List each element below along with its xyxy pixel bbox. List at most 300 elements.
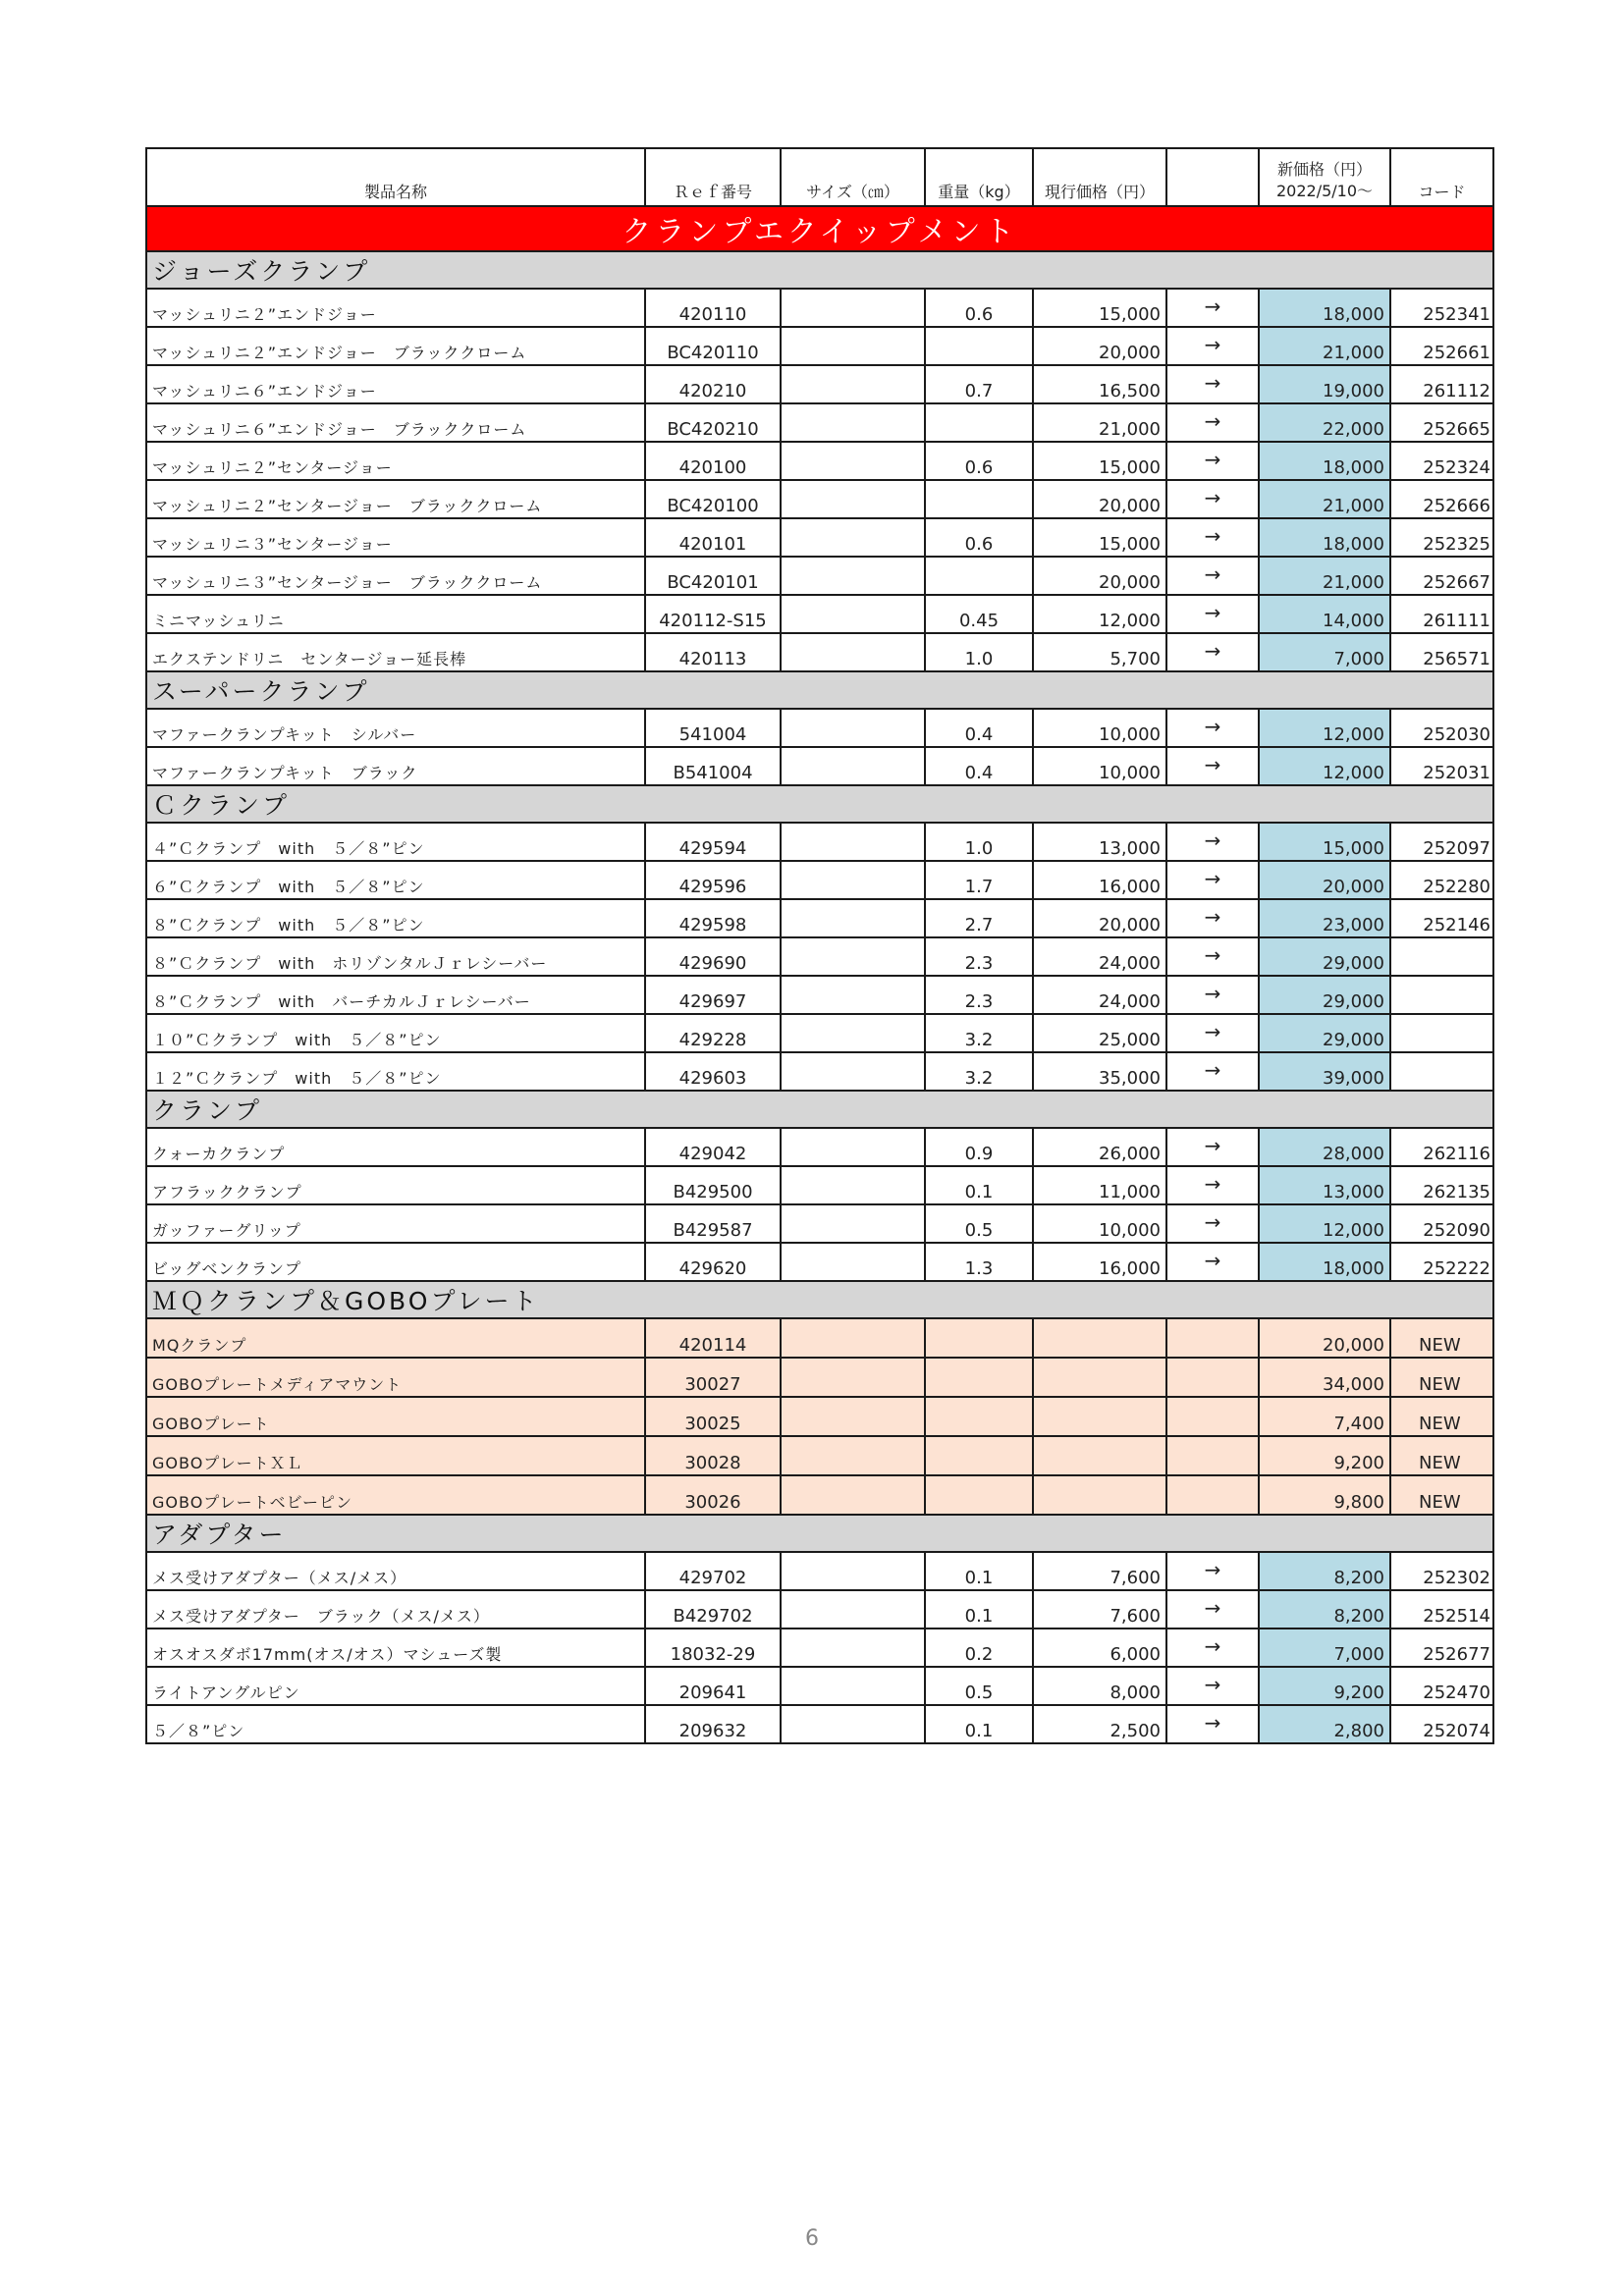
cell-current: 7,600: [1033, 1552, 1166, 1590]
cell-current: 24,000: [1033, 976, 1166, 1014]
cell-new: 9,800: [1259, 1475, 1390, 1515]
cell-current: [1033, 1318, 1166, 1358]
cell-ref: 429042: [645, 1128, 781, 1166]
table-row: [146, 1552, 1493, 1590]
header-name: 製品名称: [146, 148, 645, 206]
section-title: Ｃクランプ: [146, 785, 1493, 823]
cell-code: 252146: [1390, 899, 1493, 937]
banner-title: クランプエクイップメント: [146, 206, 1493, 251]
cell-current: 10,000: [1033, 1204, 1166, 1243]
cell-size: [781, 1318, 925, 1358]
cell-ref: BC420100: [645, 480, 781, 518]
cell-size: [781, 861, 925, 899]
cell-name: ６”Ｃクランプ with ５／８”ピン: [146, 861, 645, 899]
cell-new: 12,000: [1259, 747, 1390, 785]
table-row: [146, 1436, 1493, 1475]
cell-arrow: →: [1166, 861, 1259, 899]
cell-code: 252341: [1390, 289, 1493, 327]
cell-ref: 429594: [645, 823, 781, 861]
cell-name: マッシュリニ２”センタージョー ブラッククローム: [146, 480, 645, 518]
cell-code: 252666: [1390, 480, 1493, 518]
cell-ref: B429702: [645, 1590, 781, 1629]
table-row: [146, 1318, 1493, 1358]
header-new-price-date: 2022/5/10～: [1275, 182, 1374, 200]
cell-arrow: →: [1166, 976, 1259, 1014]
cell-size: [781, 1014, 925, 1052]
cell-name: ４”Ｃクランプ with ５／８”ピン: [146, 823, 645, 861]
cell-arrow: →: [1166, 1204, 1259, 1243]
table-row: [146, 1667, 1493, 1705]
cell-new: 7,000: [1259, 633, 1390, 671]
cell-current: 20,000: [1033, 480, 1166, 518]
cell-name: GOBOプレートベビーピン: [146, 1475, 645, 1515]
cell-size: [781, 595, 925, 633]
cell-ref: 420210: [645, 365, 781, 403]
cell-current: 15,000: [1033, 289, 1166, 327]
cell-current: 16,000: [1033, 861, 1166, 899]
cell-ref: 429620: [645, 1243, 781, 1281]
cell-new: 18,000: [1259, 289, 1390, 327]
cell-current: 5,700: [1033, 633, 1166, 671]
cell-current: [1033, 1436, 1166, 1475]
cell-weight: 3.2: [925, 1052, 1033, 1091]
cell-name: GOBOプレートＸＬ: [146, 1436, 645, 1475]
cell-name: オスオスダボ17mm(オス/オス）マシューズ製: [146, 1629, 645, 1667]
cell-current: 20,000: [1033, 899, 1166, 937]
cell-new: 29,000: [1259, 976, 1390, 1014]
cell-code: [1390, 1014, 1493, 1052]
cell-size: [781, 709, 925, 747]
cell-ref: 429598: [645, 899, 781, 937]
cell-arrow: →: [1166, 1128, 1259, 1166]
cell-arrow: [1166, 1397, 1259, 1436]
cell-current: 21,000: [1033, 403, 1166, 442]
header-ref: Ｒｅｆ番号: [645, 148, 781, 206]
cell-current: 15,000: [1033, 518, 1166, 557]
cell-size: [781, 557, 925, 595]
cell-arrow: →: [1166, 1667, 1259, 1705]
cell-code: [1390, 976, 1493, 1014]
cell-new: 29,000: [1259, 937, 1390, 976]
table-row: [146, 861, 1493, 899]
table-row: [146, 899, 1493, 937]
cell-size: [781, 1629, 925, 1667]
cell-code: NEW: [1390, 1475, 1493, 1515]
cell-name: ミニマッシュリニ: [146, 595, 645, 633]
cell-size: [781, 365, 925, 403]
cell-name: １２”Ｃクランプ with ５／８”ピン: [146, 1052, 645, 1091]
cell-ref: 429603: [645, 1052, 781, 1091]
table-row: [146, 823, 1493, 861]
cell-arrow: →: [1166, 365, 1259, 403]
cell-ref: 420114: [645, 1318, 781, 1358]
cell-weight: [925, 557, 1033, 595]
cell-current: 26,000: [1033, 1128, 1166, 1166]
cell-weight: 0.2: [925, 1629, 1033, 1667]
cell-size: [781, 1052, 925, 1091]
cell-code: 252030: [1390, 709, 1493, 747]
cell-arrow: →: [1166, 937, 1259, 976]
table-row: [146, 1629, 1493, 1667]
cell-name: マファークランプキット ブラック: [146, 747, 645, 785]
table-row: [146, 480, 1493, 518]
cell-name: ５／８”ピン: [146, 1705, 645, 1743]
cell-weight: 0.1: [925, 1590, 1033, 1629]
section-row: [146, 1515, 1493, 1552]
cell-name: ビッグベンクランプ: [146, 1243, 645, 1281]
cell-name: エクステンドリニ センタージョー延長棒: [146, 633, 645, 671]
cell-weight: 1.7: [925, 861, 1033, 899]
cell-name: マッシュリニ２”エンドジョー ブラッククローム: [146, 327, 645, 365]
cell-ref: 420100: [645, 442, 781, 480]
cell-new: 19,000: [1259, 365, 1390, 403]
table-row: [146, 747, 1493, 785]
cell-new: 21,000: [1259, 480, 1390, 518]
cell-ref: 429690: [645, 937, 781, 976]
cell-ref: 18032-29: [645, 1629, 781, 1667]
cell-new: 13,000: [1259, 1166, 1390, 1204]
cell-current: 35,000: [1033, 1052, 1166, 1091]
cell-new: 20,000: [1259, 861, 1390, 899]
cell-size: [781, 480, 925, 518]
cell-new: 14,000: [1259, 595, 1390, 633]
cell-ref: 420110: [645, 289, 781, 327]
cell-weight: 0.45: [925, 595, 1033, 633]
section-row: [146, 251, 1493, 289]
cell-ref: B429587: [645, 1204, 781, 1243]
cell-weight: [925, 480, 1033, 518]
table-row: [146, 442, 1493, 480]
cell-name: ガッファーグリップ: [146, 1204, 645, 1243]
cell-ref: 541004: [645, 709, 781, 747]
cell-ref: 420113: [645, 633, 781, 671]
cell-arrow: →: [1166, 823, 1259, 861]
cell-ref: B429500: [645, 1166, 781, 1204]
cell-current: 7,600: [1033, 1590, 1166, 1629]
cell-size: [781, 1475, 925, 1515]
table-row: [146, 289, 1493, 327]
header-size: サイズ（㎝）: [781, 148, 925, 206]
cell-code: 252302: [1390, 1552, 1493, 1590]
header-arrow: [1166, 148, 1259, 206]
cell-current: 13,000: [1033, 823, 1166, 861]
cell-arrow: →: [1166, 289, 1259, 327]
cell-new: 22,000: [1259, 403, 1390, 442]
cell-arrow: →: [1166, 1014, 1259, 1052]
cell-ref: 429697: [645, 976, 781, 1014]
cell-arrow: →: [1166, 557, 1259, 595]
table-row: [146, 633, 1493, 671]
cell-name: MQクランプ: [146, 1318, 645, 1358]
cell-current: 2,500: [1033, 1705, 1166, 1743]
cell-arrow: →: [1166, 1243, 1259, 1281]
section-title: クランプ: [146, 1091, 1493, 1128]
table-row: [146, 365, 1493, 403]
cell-size: [781, 1204, 925, 1243]
cell-new: 9,200: [1259, 1436, 1390, 1475]
cell-size: [781, 403, 925, 442]
header-current-price: 現行価格（円）: [1033, 148, 1166, 206]
cell-size: [781, 289, 925, 327]
cell-new: 7,400: [1259, 1397, 1390, 1436]
cell-ref: 420112-S15: [645, 595, 781, 633]
cell-ref: BC420110: [645, 327, 781, 365]
cell-code: 261112: [1390, 365, 1493, 403]
cell-name: マッシュリニ３”センタージョー ブラッククローム: [146, 557, 645, 595]
cell-current: [1033, 1358, 1166, 1397]
banner-row: [146, 206, 1493, 251]
cell-code: 252280: [1390, 861, 1493, 899]
cell-name: メス受けアダプター（メス/メス）: [146, 1552, 645, 1590]
cell-new: 21,000: [1259, 557, 1390, 595]
cell-code: NEW: [1390, 1358, 1493, 1397]
cell-name: クォーカクランプ: [146, 1128, 645, 1166]
cell-arrow: →: [1166, 1629, 1259, 1667]
table-row: [146, 1358, 1493, 1397]
cell-current: 20,000: [1033, 327, 1166, 365]
section-title: スーパークランプ: [146, 671, 1493, 709]
cell-ref: 30026: [645, 1475, 781, 1515]
cell-size: [781, 823, 925, 861]
price-table-body: [146, 148, 1493, 1743]
cell-current: 8,000: [1033, 1667, 1166, 1705]
cell-ref: 209641: [645, 1667, 781, 1705]
cell-new: 8,200: [1259, 1590, 1390, 1629]
cell-arrow: [1166, 1358, 1259, 1397]
table-row: [146, 1475, 1493, 1515]
table-row: [146, 1705, 1493, 1743]
cell-code: 256571: [1390, 633, 1493, 671]
cell-new: 21,000: [1259, 327, 1390, 365]
table-row: [146, 595, 1493, 633]
section-title: アダプター: [146, 1515, 1493, 1552]
cell-name: ８”Ｃクランプ with ホリゾンタルＪｒレシーバー: [146, 937, 645, 976]
cell-arrow: →: [1166, 1052, 1259, 1091]
cell-weight: 2.7: [925, 899, 1033, 937]
cell-new: 18,000: [1259, 442, 1390, 480]
cell-code: NEW: [1390, 1397, 1493, 1436]
cell-current: 10,000: [1033, 709, 1166, 747]
cell-current: 12,000: [1033, 595, 1166, 633]
cell-name: ８”Ｃクランプ with バーチカルＪｒレシーバー: [146, 976, 645, 1014]
cell-size: [781, 633, 925, 671]
cell-new: 9,200: [1259, 1667, 1390, 1705]
cell-code: 252324: [1390, 442, 1493, 480]
cell-size: [781, 1552, 925, 1590]
cell-weight: [925, 1318, 1033, 1358]
cell-size: [781, 976, 925, 1014]
section-row: [146, 785, 1493, 823]
cell-size: [781, 1166, 925, 1204]
cell-code: 252661: [1390, 327, 1493, 365]
cell-size: [781, 1667, 925, 1705]
cell-weight: 0.5: [925, 1204, 1033, 1243]
cell-size: [781, 899, 925, 937]
cell-code: 252677: [1390, 1629, 1493, 1667]
cell-arrow: →: [1166, 518, 1259, 557]
cell-arrow: →: [1166, 633, 1259, 671]
cell-weight: [925, 327, 1033, 365]
cell-code: 262135: [1390, 1166, 1493, 1204]
cell-code: 252667: [1390, 557, 1493, 595]
cell-name: ライトアングルピン: [146, 1667, 645, 1705]
cell-current: 6,000: [1033, 1629, 1166, 1667]
header-code: コード: [1390, 148, 1493, 206]
cell-arrow: →: [1166, 403, 1259, 442]
cell-weight: 0.6: [925, 518, 1033, 557]
cell-size: [781, 442, 925, 480]
price-table: [145, 147, 1494, 1744]
cell-current: [1033, 1475, 1166, 1515]
cell-size: [781, 327, 925, 365]
cell-size: [781, 1590, 925, 1629]
cell-weight: 0.6: [925, 289, 1033, 327]
cell-arrow: →: [1166, 899, 1259, 937]
cell-new: 2,800: [1259, 1705, 1390, 1743]
cell-code: 252097: [1390, 823, 1493, 861]
cell-arrow: →: [1166, 747, 1259, 785]
cell-arrow: →: [1166, 480, 1259, 518]
cell-arrow: →: [1166, 442, 1259, 480]
cell-name: マッシュリニ６”エンドジョー ブラッククローム: [146, 403, 645, 442]
cell-weight: 0.7: [925, 365, 1033, 403]
cell-ref: 30027: [645, 1358, 781, 1397]
cell-ref: 429596: [645, 861, 781, 899]
cell-new: 15,000: [1259, 823, 1390, 861]
table-row: [146, 709, 1493, 747]
cell-new: 12,000: [1259, 1204, 1390, 1243]
cell-name: メス受けアダプター ブラック（メス/メス）: [146, 1590, 645, 1629]
table-row: [146, 518, 1493, 557]
cell-arrow: →: [1166, 327, 1259, 365]
cell-size: [781, 1705, 925, 1743]
cell-arrow: [1166, 1475, 1259, 1515]
cell-new: 8,200: [1259, 1552, 1390, 1590]
cell-arrow: →: [1166, 1166, 1259, 1204]
cell-new: 20,000: [1259, 1318, 1390, 1358]
cell-weight: 0.1: [925, 1705, 1033, 1743]
cell-new: 39,000: [1259, 1052, 1390, 1091]
table-row: [146, 937, 1493, 976]
cell-weight: 0.1: [925, 1552, 1033, 1590]
cell-current: 24,000: [1033, 937, 1166, 976]
cell-ref: 30025: [645, 1397, 781, 1436]
header-new-price: [1259, 148, 1390, 206]
section-row: [146, 671, 1493, 709]
table-row: [146, 1397, 1493, 1436]
cell-code: [1390, 937, 1493, 976]
header-new-price-label: 新価格（円）: [1276, 160, 1372, 179]
cell-current: 10,000: [1033, 747, 1166, 785]
cell-code: [1390, 1052, 1493, 1091]
cell-code: 261111: [1390, 595, 1493, 633]
header-weight: 重量（kg）: [925, 148, 1033, 206]
cell-code: 252665: [1390, 403, 1493, 442]
cell-current: 16,000: [1033, 1243, 1166, 1281]
cell-size: [781, 1436, 925, 1475]
cell-code: 252074: [1390, 1705, 1493, 1743]
cell-arrow: →: [1166, 595, 1259, 633]
table-row: [146, 327, 1493, 365]
cell-weight: [925, 1475, 1033, 1515]
cell-arrow: [1166, 1318, 1259, 1358]
cell-ref: B541004: [645, 747, 781, 785]
cell-weight: 0.6: [925, 442, 1033, 480]
section-title: ＭＱクランプ＆GOBOプレート: [146, 1281, 1493, 1318]
cell-name: マッシュリニ２”エンドジョー: [146, 289, 645, 327]
cell-name: アフラッククランプ: [146, 1166, 645, 1204]
cell-weight: 0.9: [925, 1128, 1033, 1166]
cell-ref: 429228: [645, 1014, 781, 1052]
cell-current: 15,000: [1033, 442, 1166, 480]
cell-size: [781, 1243, 925, 1281]
cell-weight: [925, 403, 1033, 442]
cell-weight: [925, 1358, 1033, 1397]
cell-arrow: →: [1166, 709, 1259, 747]
cell-arrow: [1166, 1436, 1259, 1475]
cell-weight: [925, 1436, 1033, 1475]
cell-current: [1033, 1397, 1166, 1436]
cell-name: ８”Ｃクランプ with ５／８”ピン: [146, 899, 645, 937]
cell-ref: BC420101: [645, 557, 781, 595]
cell-weight: 2.3: [925, 976, 1033, 1014]
cell-name: GOBOプレート: [146, 1397, 645, 1436]
cell-new: 18,000: [1259, 518, 1390, 557]
cell-new: 18,000: [1259, 1243, 1390, 1281]
table-row: [146, 1590, 1493, 1629]
header-row: [146, 148, 1493, 206]
cell-weight: 1.0: [925, 633, 1033, 671]
cell-code: 252031: [1390, 747, 1493, 785]
table-row: [146, 1052, 1493, 1091]
cell-current: 20,000: [1033, 557, 1166, 595]
cell-current: 16,500: [1033, 365, 1166, 403]
table-row: [146, 403, 1493, 442]
cell-code: 252470: [1390, 1667, 1493, 1705]
cell-weight: 1.0: [925, 823, 1033, 861]
table-row: [146, 557, 1493, 595]
cell-code: NEW: [1390, 1318, 1493, 1358]
cell-ref: 209632: [645, 1705, 781, 1743]
page-number: 6: [805, 2226, 819, 2251]
cell-new: 28,000: [1259, 1128, 1390, 1166]
cell-current: 11,000: [1033, 1166, 1166, 1204]
section-row: [146, 1281, 1493, 1318]
cell-code: 252090: [1390, 1204, 1493, 1243]
table-row: [146, 976, 1493, 1014]
cell-new: 23,000: [1259, 899, 1390, 937]
table-row: [146, 1243, 1493, 1281]
cell-size: [781, 937, 925, 976]
cell-arrow: →: [1166, 1552, 1259, 1590]
cell-weight: [925, 1397, 1033, 1436]
cell-weight: 0.4: [925, 747, 1033, 785]
cell-arrow: →: [1166, 1590, 1259, 1629]
cell-size: [781, 518, 925, 557]
cell-size: [781, 747, 925, 785]
cell-name: マッシュリニ６”エンドジョー: [146, 365, 645, 403]
cell-weight: 0.5: [925, 1667, 1033, 1705]
cell-new: 7,000: [1259, 1629, 1390, 1667]
cell-new: 12,000: [1259, 709, 1390, 747]
table-row: [146, 1166, 1493, 1204]
cell-current: 25,000: [1033, 1014, 1166, 1052]
cell-weight: 0.1: [925, 1166, 1033, 1204]
cell-name: マッシュリニ３”センタージョー: [146, 518, 645, 557]
cell-name: マッシュリニ２”センタージョー: [146, 442, 645, 480]
cell-ref: BC420210: [645, 403, 781, 442]
cell-code: NEW: [1390, 1436, 1493, 1475]
